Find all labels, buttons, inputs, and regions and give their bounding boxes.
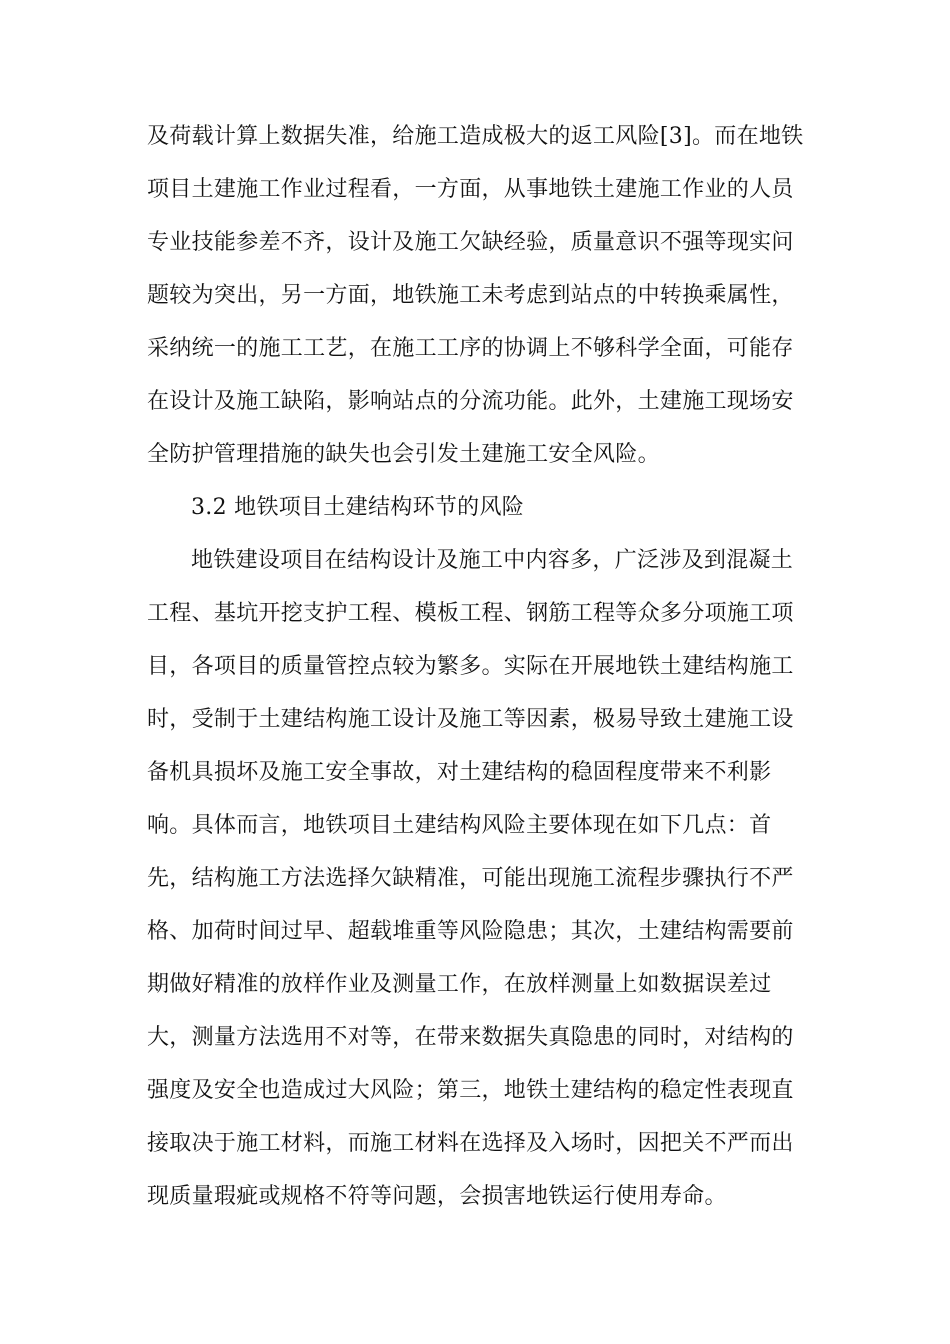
text-line: 期做好精准的放样作业及测量工作，在放样测量上如数据误差过	[147, 972, 772, 997]
text-line: 采纳统一的施工工艺，在施工工序的协调上不够科学全面，可能存	[147, 336, 794, 361]
text-line: 地铁建设项目在结构设计及施工中内容多，广泛涉及到混凝土	[191, 548, 794, 573]
text-line: 及荷载计算上数据失准，给施工造成极大的返工风险[3]。而在地铁	[147, 124, 804, 149]
text-line: 备机具损坏及施工安全事故，对土建结构的稳固程度带来不利影	[147, 760, 772, 785]
text-line: 题较为突出，另一方面，地铁施工未考虑到站点的中转换乘属性，	[147, 283, 794, 308]
text-line: 格、加荷时间过早、超载堆重等风险隐患；其次，土建结构需要前	[147, 919, 794, 944]
text-line: 时，受制于土建结构施工设计及施工等因素，极易导致土建施工设	[147, 707, 794, 732]
text-line: 目，各项目的质量管控点较为繁多。实际在开展地铁土建结构施工	[147, 654, 794, 679]
text-line: 接取决于施工材料，而施工材料在选择及入场时，因把关不严而出	[147, 1131, 794, 1156]
text-line: 先，结构施工方法选择欠缺精准，可能出现施工流程步骤执行不严	[147, 866, 794, 891]
text-line: 项目土建施工作业过程看，一方面，从事地铁土建施工作业的人员	[147, 177, 794, 202]
text-line: 工程、基坑开挖支护工程、模板工程、钢筋工程等众多分项施工项	[147, 601, 794, 626]
text-line: 强度及安全也造成过大风险；第三，地铁土建结构的稳定性表现直	[147, 1078, 794, 1103]
text-line: 现质量瑕疵或规格不符等问题，会损害地铁运行使用寿命。	[147, 1184, 727, 1209]
section-heading: 3.2 地铁项目土建结构环节的风险	[191, 495, 525, 520]
text-line: 专业技能参差不齐，设计及施工欠缺经验，质量意识不强等现实问	[147, 230, 794, 255]
text-line: 在设计及施工缺陷，影响站点的分流功能。此外，土建施工现场安	[147, 389, 794, 414]
text-line: 全防护管理措施的缺失也会引发土建施工安全风险。	[147, 442, 660, 467]
text-line: 响。具体而言，地铁项目土建结构风险主要体现在如下几点：首	[147, 813, 772, 838]
text-line: 大，测量方法选用不对等，在带来数据失真隐患的同时，对结构的	[147, 1025, 794, 1050]
